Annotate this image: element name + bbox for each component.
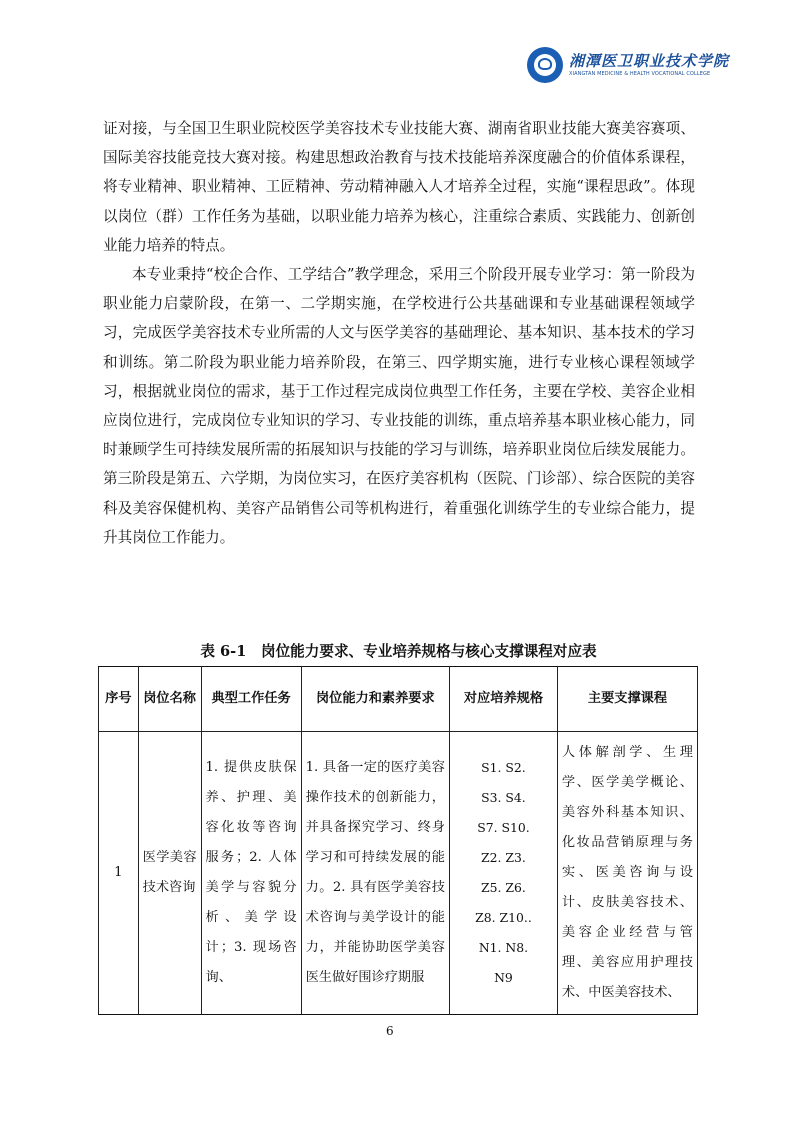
college-logo — [527, 46, 767, 84]
header-specs: 对应培养规格 — [450, 667, 558, 732]
competency-course-table — [98, 666, 698, 1015]
page-number: 6 — [386, 1024, 394, 1038]
header-courses: 主要支撑课程 — [557, 667, 697, 732]
header-requirements: 岗位能力和素养要求 — [301, 667, 449, 732]
spec-item: N1. N8. — [478, 940, 529, 955]
cell-tasks: 1. 提供皮肤保养、护理、美容化妆等咨询服务；2. 人体美学与容貌分析、美学设计；3. 现场咨询、 — [201, 732, 301, 1015]
body-text — [103, 114, 695, 552]
spec-item: Z2. Z3. — [481, 850, 526, 865]
college-name-en: XIANGTAN MEDICINE & HEALTH VOCATIONAL COLLEGE — [569, 71, 711, 77]
cell-position: 医学美容技术咨询 — [138, 732, 201, 1015]
college-name-cn: 湘潭医卫职业技术学院 — [569, 52, 730, 70]
header-tasks: 典型工作任务 — [201, 667, 301, 732]
paragraph-continued: 证对接，与全国卫生职业院校医学美容技术专业技能大赛、湖南省职业技能大赛美容赛项、国际美容技能竞技大赛对接。构建思想政治教育与技术技能培养深度融合的价值体系课程，将专业精神、职业精神、工匠精神、劳动精神融入人才培养全过程，实施“课程思政”。体现以岗位（群）工作任务为基础，以职业能力培养为核心，注重综合素质、实践能力、创新创业能力培养的特点。 — [103, 120, 695, 254]
spec-item: Z8. Z10.. — [475, 910, 532, 925]
table-caption: 表 6-1 岗位能力要求、专业培养规格与核心支撑课程对应表 — [200, 643, 597, 660]
cell-specs — [450, 732, 558, 1015]
spec-item: S1. S2. — [481, 760, 526, 775]
cell-courses: 人体解剖学、生理学、医学美学概论、美容外科基本知识、化妆品营销原理与务实、医美咨询与设计、皮肤美容技术、美容企业经营与管理、美容应用护理技术、中医美容技术、 — [557, 732, 697, 1015]
spec-item: S7. S10. — [477, 820, 530, 835]
spec-item: Z5. Z6. — [481, 880, 526, 895]
header-position: 岗位名称 — [138, 667, 201, 732]
college-emblem-icon — [527, 47, 563, 83]
cell-requirements: 1. 具备一定的医疗美容操作技术的创新能力，并具备探究学习、终身学习和可持续发展的能力。2. 具有医学美容技术咨询与美学设计的能力，并能协助医学美容医生做好围诊疗期服 — [301, 732, 449, 1015]
table-row — [99, 732, 698, 1015]
spec-item: S3. S4. — [481, 790, 526, 805]
college-name-block — [569, 52, 729, 78]
paragraph-learning-stages: 本专业秉持“校企合作、工学结合”教学理念，采用三个阶段开展专业学习：第一阶段为职业能力启蒙阶段，在第一、二学期实施，在学校进行公共基础课和专业基础课程领域学习，完成医学美容技术专业所需的人文与医学美容的基础理论、基本知识、基本技术的学习和训练。第二阶段为职业能力培养阶段，在第三、四学期实施，进行专业核心课程领域学习，根据就业岗位的需求，基于工作过程完成岗位典型工作任务，主要在学校、美容企业相应岗位进行，完成岗位专业知识的学习、专业技能的训练，重点培养基本职业核心能力，同时兼顾学生可持续发展所需的拓展知识与技能的学习与训练，培养职业岗位后续发展能力。第三阶段是第五、六学期，为岗位实习，在医疗美容机构（医院、门诊部）、综合医院的美容科及美容保健机构、美容产品销售公司等机构进行，着重强化训练学生的专业综合能力，提升其岗位工作能力。 — [103, 266, 695, 546]
header-index: 序号 — [99, 667, 139, 732]
spec-item: N9 — [494, 970, 513, 985]
cell-index: 1 — [99, 732, 139, 1015]
table-header-row — [99, 667, 698, 732]
